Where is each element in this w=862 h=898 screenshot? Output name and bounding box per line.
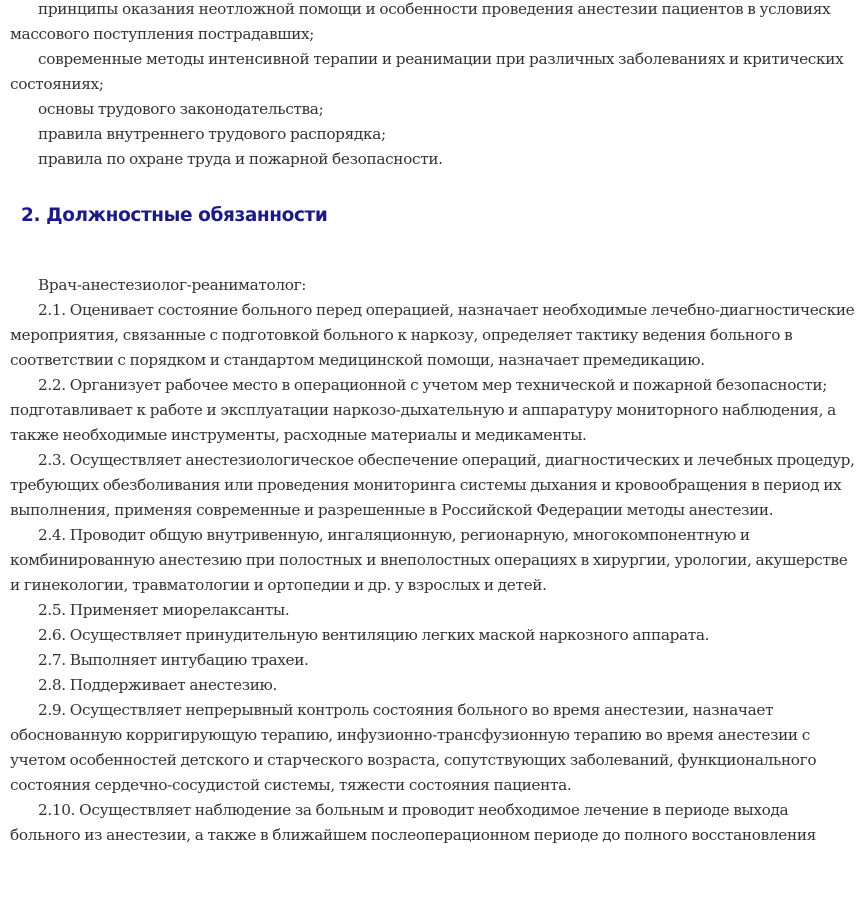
list-item: правила по охране труда и пожарной безопасности. [38,150,443,168]
duty-item: 2.1. Оценивает состояние больного перед операцией, назначает необходимые лечебно-диагностические мероприятия, связанные с подготовкой больного к наркозу, определяет тактику ведения больного в соответствии с порядком и стандартом медицинской помощи, назначает премедикацию. [10,301,855,369]
duty-item: 2.9. Осуществляет непрерывный контроль состояния больного во время анестезии, назначает обоснованную корригирующую терапию, инфузионно-трансфузионную терапию во время анестезии с учетом особенностей детского и старческого возраста, сопутствующих заболеваний, функционального состояния сердечно-сосудистой системы, тяжести состояния пациента. [10,701,817,794]
duty-item: 2.4. Проводит общую внутривенную, ингаляционную, регионарную, многокомпонентную и комбинированную анестезию при полостных и внеполостных операциях в хирургии, урологии, акушерстве и гинекологии, травматологии и ортопедии и др. у взрослых и детей. [10,526,848,594]
duty-item: 2.8. Поддерживает анестезию. [38,676,278,694]
duty-item: 2.7. Выполняет интубацию трахеи. [38,651,309,669]
list-item: правила внутреннего трудового распорядка; [38,125,386,143]
section-heading: 2. Должностные обязанности [21,205,328,226]
section-lead: Врач-анестезиолог-реаниматолог: [38,276,307,294]
list-item: основы трудового законодательства; [38,100,324,118]
duty-item: 2.2. Организует рабочее место в операционной с учетом мер технической и пожарной безопасности; подготавливает к работе и эксплуатации наркозо-дыхательную и аппаратуру мониторного наблюдения, а также необходимые инструменты, расходные материалы и медикаменты. [10,376,836,444]
list-item: современные методы интенсивной терапии и реанимации при различных заболеваниях и критических состояниях; [10,50,844,93]
duty-item: 2.6. Осуществляет принудительную вентиляцию легких маской наркозного аппарата. [38,626,710,644]
duty-item: 2.5. Применяет миорелаксанты. [38,601,290,619]
requirements-list [10,0,855,172]
list-item: принципы оказания неотложной помощи и особенности проведения анестезии пациентов в условиях массового поступления пострадавших; [10,0,831,43]
duties-section [10,273,855,848]
duty-item: 2.10. Осуществляет наблюдение за больным и проводит необходимое лечение в периоде выхода больного из анестезии, а также в ближайшем послеоперационном периоде до полного восстановления [10,801,816,844]
duty-item: 2.3. Осуществляет анестезиологическое обеспечение операций, диагностических и лечебных процедур, требующих обезболивания или проведения мониторинга системы дыхания и кровообращения в период их выполнения, применяя современные и разрешенные в Российской Федерации методы анестезии. [10,451,855,519]
